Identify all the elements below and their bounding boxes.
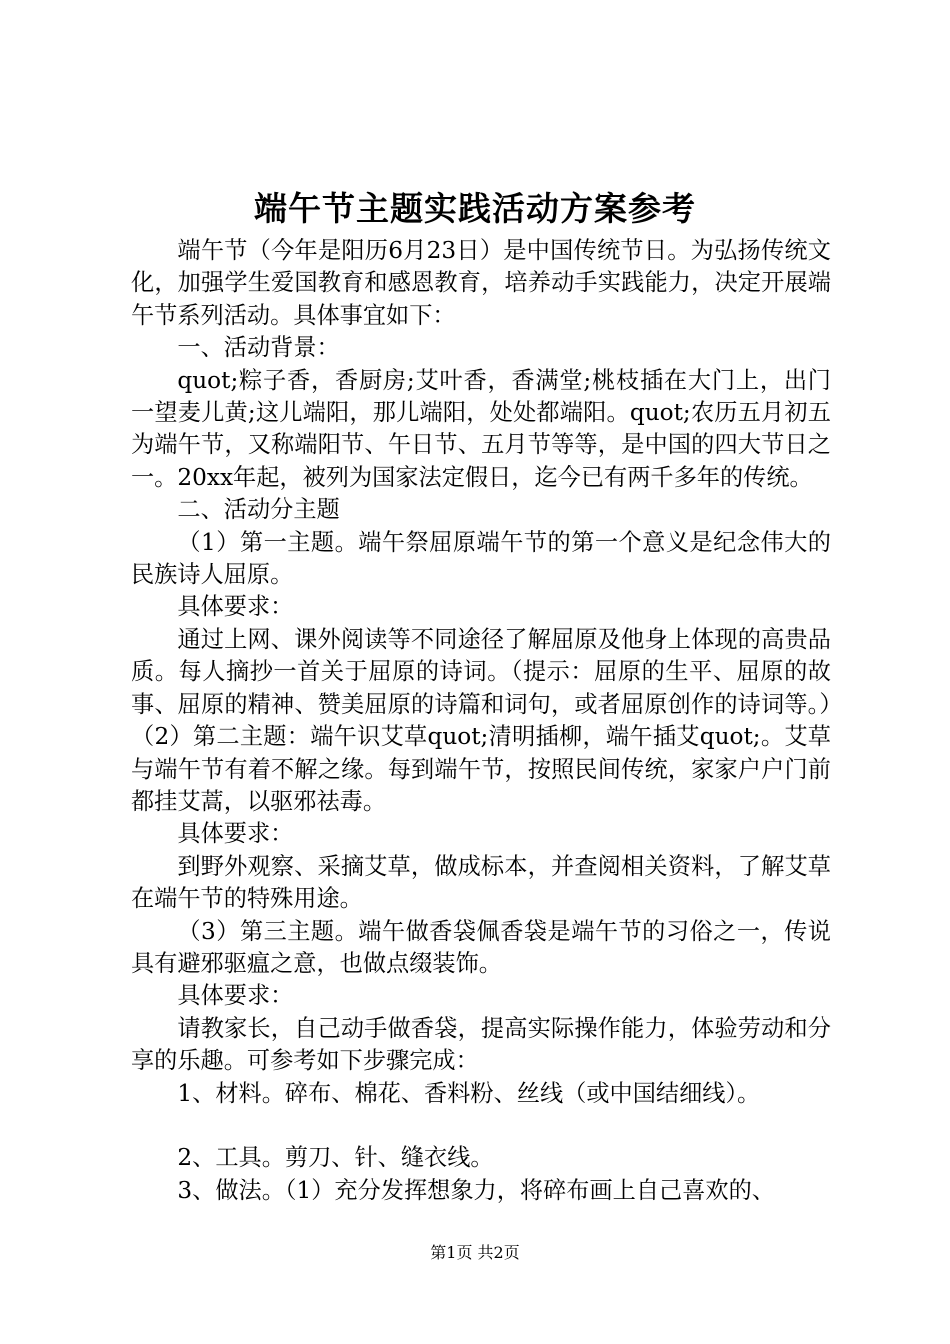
paragraph-theme-1: （1）第一主题。端午祭屈原端午节的第一个意义是纪念伟大的民族诗人屈原。	[131, 528, 831, 589]
paragraph-theme-3: （3）第三主题。端午做香袋佩香袋是端午节的习俗之一，传说具有避邪驱瘟之意，也做点缀装饰。	[131, 917, 831, 977]
heading-requirements-3: 具体要求：	[177, 982, 294, 1010]
heading-requirements-1: 具体要求：	[177, 593, 294, 621]
paragraph-intro: 端午节（今年是阳历6月23日）是中国传统节日。为弘扬传统文化，加强学生爱国教育和感恩教育，培养动手实践能力，决定开展端午节系列活动。具体事宜如下：	[131, 237, 831, 329]
page-footer: 第1页 共2页	[430, 1243, 520, 1262]
heading-requirements-2: 具体要求：	[177, 820, 294, 848]
heading-background: 一、活动背景：	[177, 334, 340, 362]
paragraph-requirements-1: 通过上网、课外阅读等不同途径了解屈原及他身上体现的高贵品质。每人摘抄一首关于屈原的诗词。（提示：屈原的生平、屈原的故事、屈原的精神、赞美屈原的诗篇和词句，或者屈原创作的诗词等。）（2）第二主题：端午识艾草quot;清明插柳，端午插艾quot;。艾草与端午节有着不解之缘。每到端午节，按照民间传统，家家户户门前都挂艾蒿，以驱邪祛毒。	[131, 625, 831, 815]
document-body	[131, 235, 831, 1207]
paragraph-background: quot;粽子香，香厨房;艾叶香，香满堂;桃枝插在大门上，出门一望麦儿黄;这儿端阳，那儿端阳，处处都端阳。quot;农历五月初五为端午节，又称端阳节、午日节、五月节等等，是中国的四大节日之一。20xx年起，被列为国家法定假日，迄今已有两千多年的传统。	[131, 366, 831, 491]
blank-line	[131, 1110, 831, 1142]
list-item-tools: 2、工具。剪刀、针、缝衣线。	[177, 1144, 494, 1172]
list-item-method: 3、做法。（1）充分发挥想象力，将碎布画上自己喜欢的、	[177, 1176, 775, 1204]
paragraph-requirements-3: 请教家长，自己动手做香袋，提高实际操作能力，体验劳动和分享的乐趣。可参考如下步骤完成：	[131, 1014, 831, 1075]
heading-subthemes: 二、活动分主题	[177, 496, 340, 524]
document-title: 端午节主题实践活动方案参考	[254, 189, 696, 228]
list-item-materials: 1、材料。碎布、棉花、香料粉、丝线（或中国结细线）。	[177, 1079, 761, 1107]
paragraph-requirements-2: 到野外观察、采摘艾草，做成标本，并查阅相关资料，了解艾草在端午节的特殊用途。	[131, 852, 831, 913]
